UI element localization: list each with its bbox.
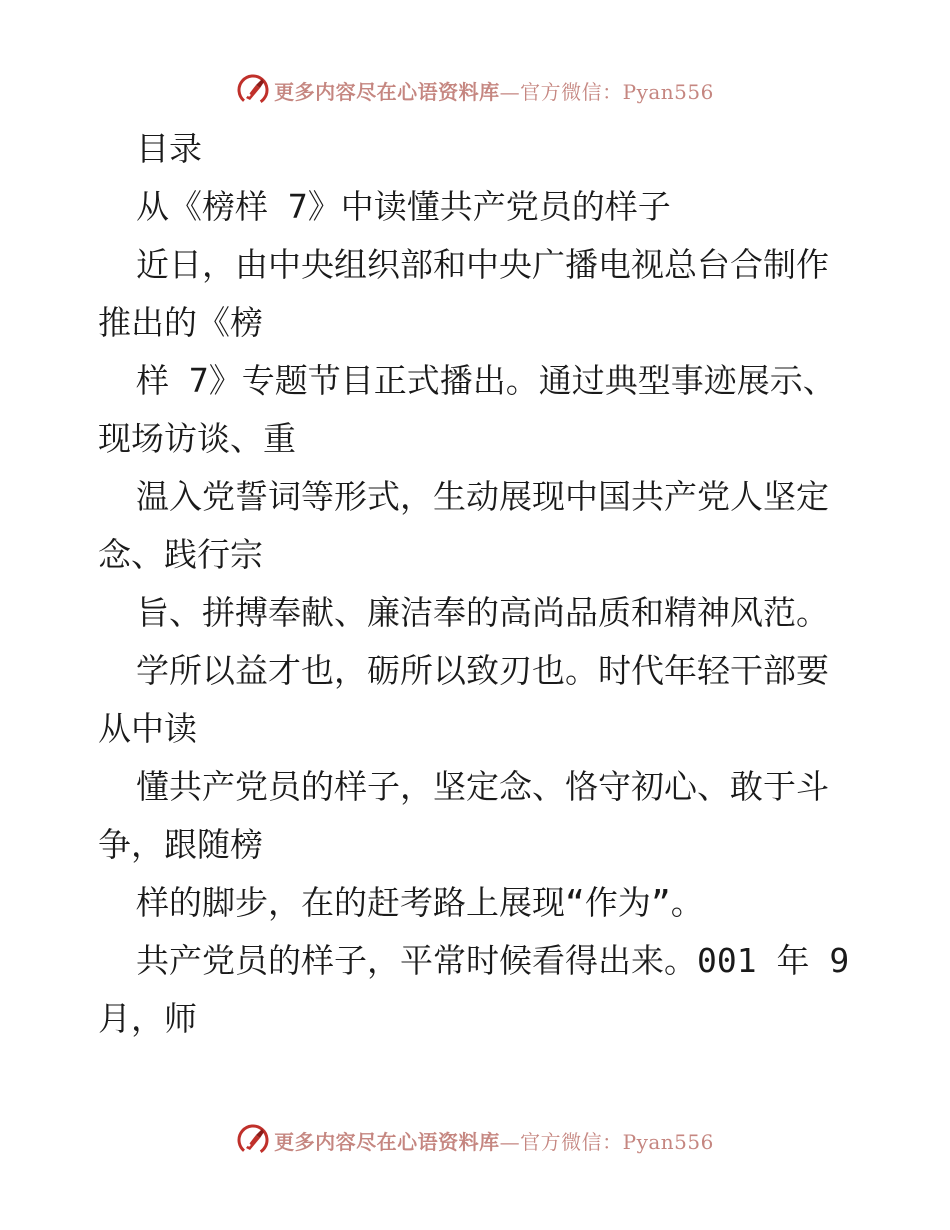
text-line: 从中读 [98,709,197,748]
text-line: 念、践行宗 [98,535,263,574]
footer-watermark-banner [0,1118,950,1162]
watermark-contact-text: 官方微信：Pyan556 [520,79,714,104]
watermark-text [274,76,714,105]
pen-logo-icon [236,73,270,107]
text-line: 样 7》专题节目正式播出。通过典型事迹展示、 [136,361,836,400]
text-line: 月，师 [98,999,197,1038]
document-body [98,120,858,1048]
text-line: 共产党员的样子，平常时候看得出来。001 年 9 [136,941,850,980]
watermark-main-text: 更多内容尽在心语资料库 [274,79,500,104]
text-line: 推出的《榜 [98,303,263,342]
watermark-main-text: 更多内容尽在心语资料库 [274,1129,500,1154]
text-line: 从《榜样 7》中读懂共产党员的样子 [136,187,671,226]
watermark-separator: — [499,79,521,104]
watermark-contact-text: 官方微信：Pyan556 [520,1129,714,1154]
text-line: 旨、拼搏奉献、廉洁奉的高尚品质和精神风范。 [136,593,829,632]
text-line: 学所以益才也，砺所以致刃也。时代年轻干部要 [136,651,829,690]
watermark-text [274,1126,714,1155]
text-line: 争，跟随榜 [98,825,263,864]
pen-logo-icon [236,1123,270,1157]
text-line: 样的脚步，在的赶考路上展现“作为”。 [136,883,704,922]
header-watermark-banner [0,68,950,112]
text-line: 近日，由中央组织部和中央广播电视总台合制作 [136,245,829,284]
text-line: 目录 [136,129,202,168]
text-line: 懂共产党员的样子，坚定念、恪守初心、敢于斗 [136,767,829,806]
text-line: 现场访谈、重 [98,419,296,458]
watermark-separator: — [499,1129,521,1154]
text-line: 温入党誓词等形式，生动展现中国共产党人坚定 [136,477,829,516]
